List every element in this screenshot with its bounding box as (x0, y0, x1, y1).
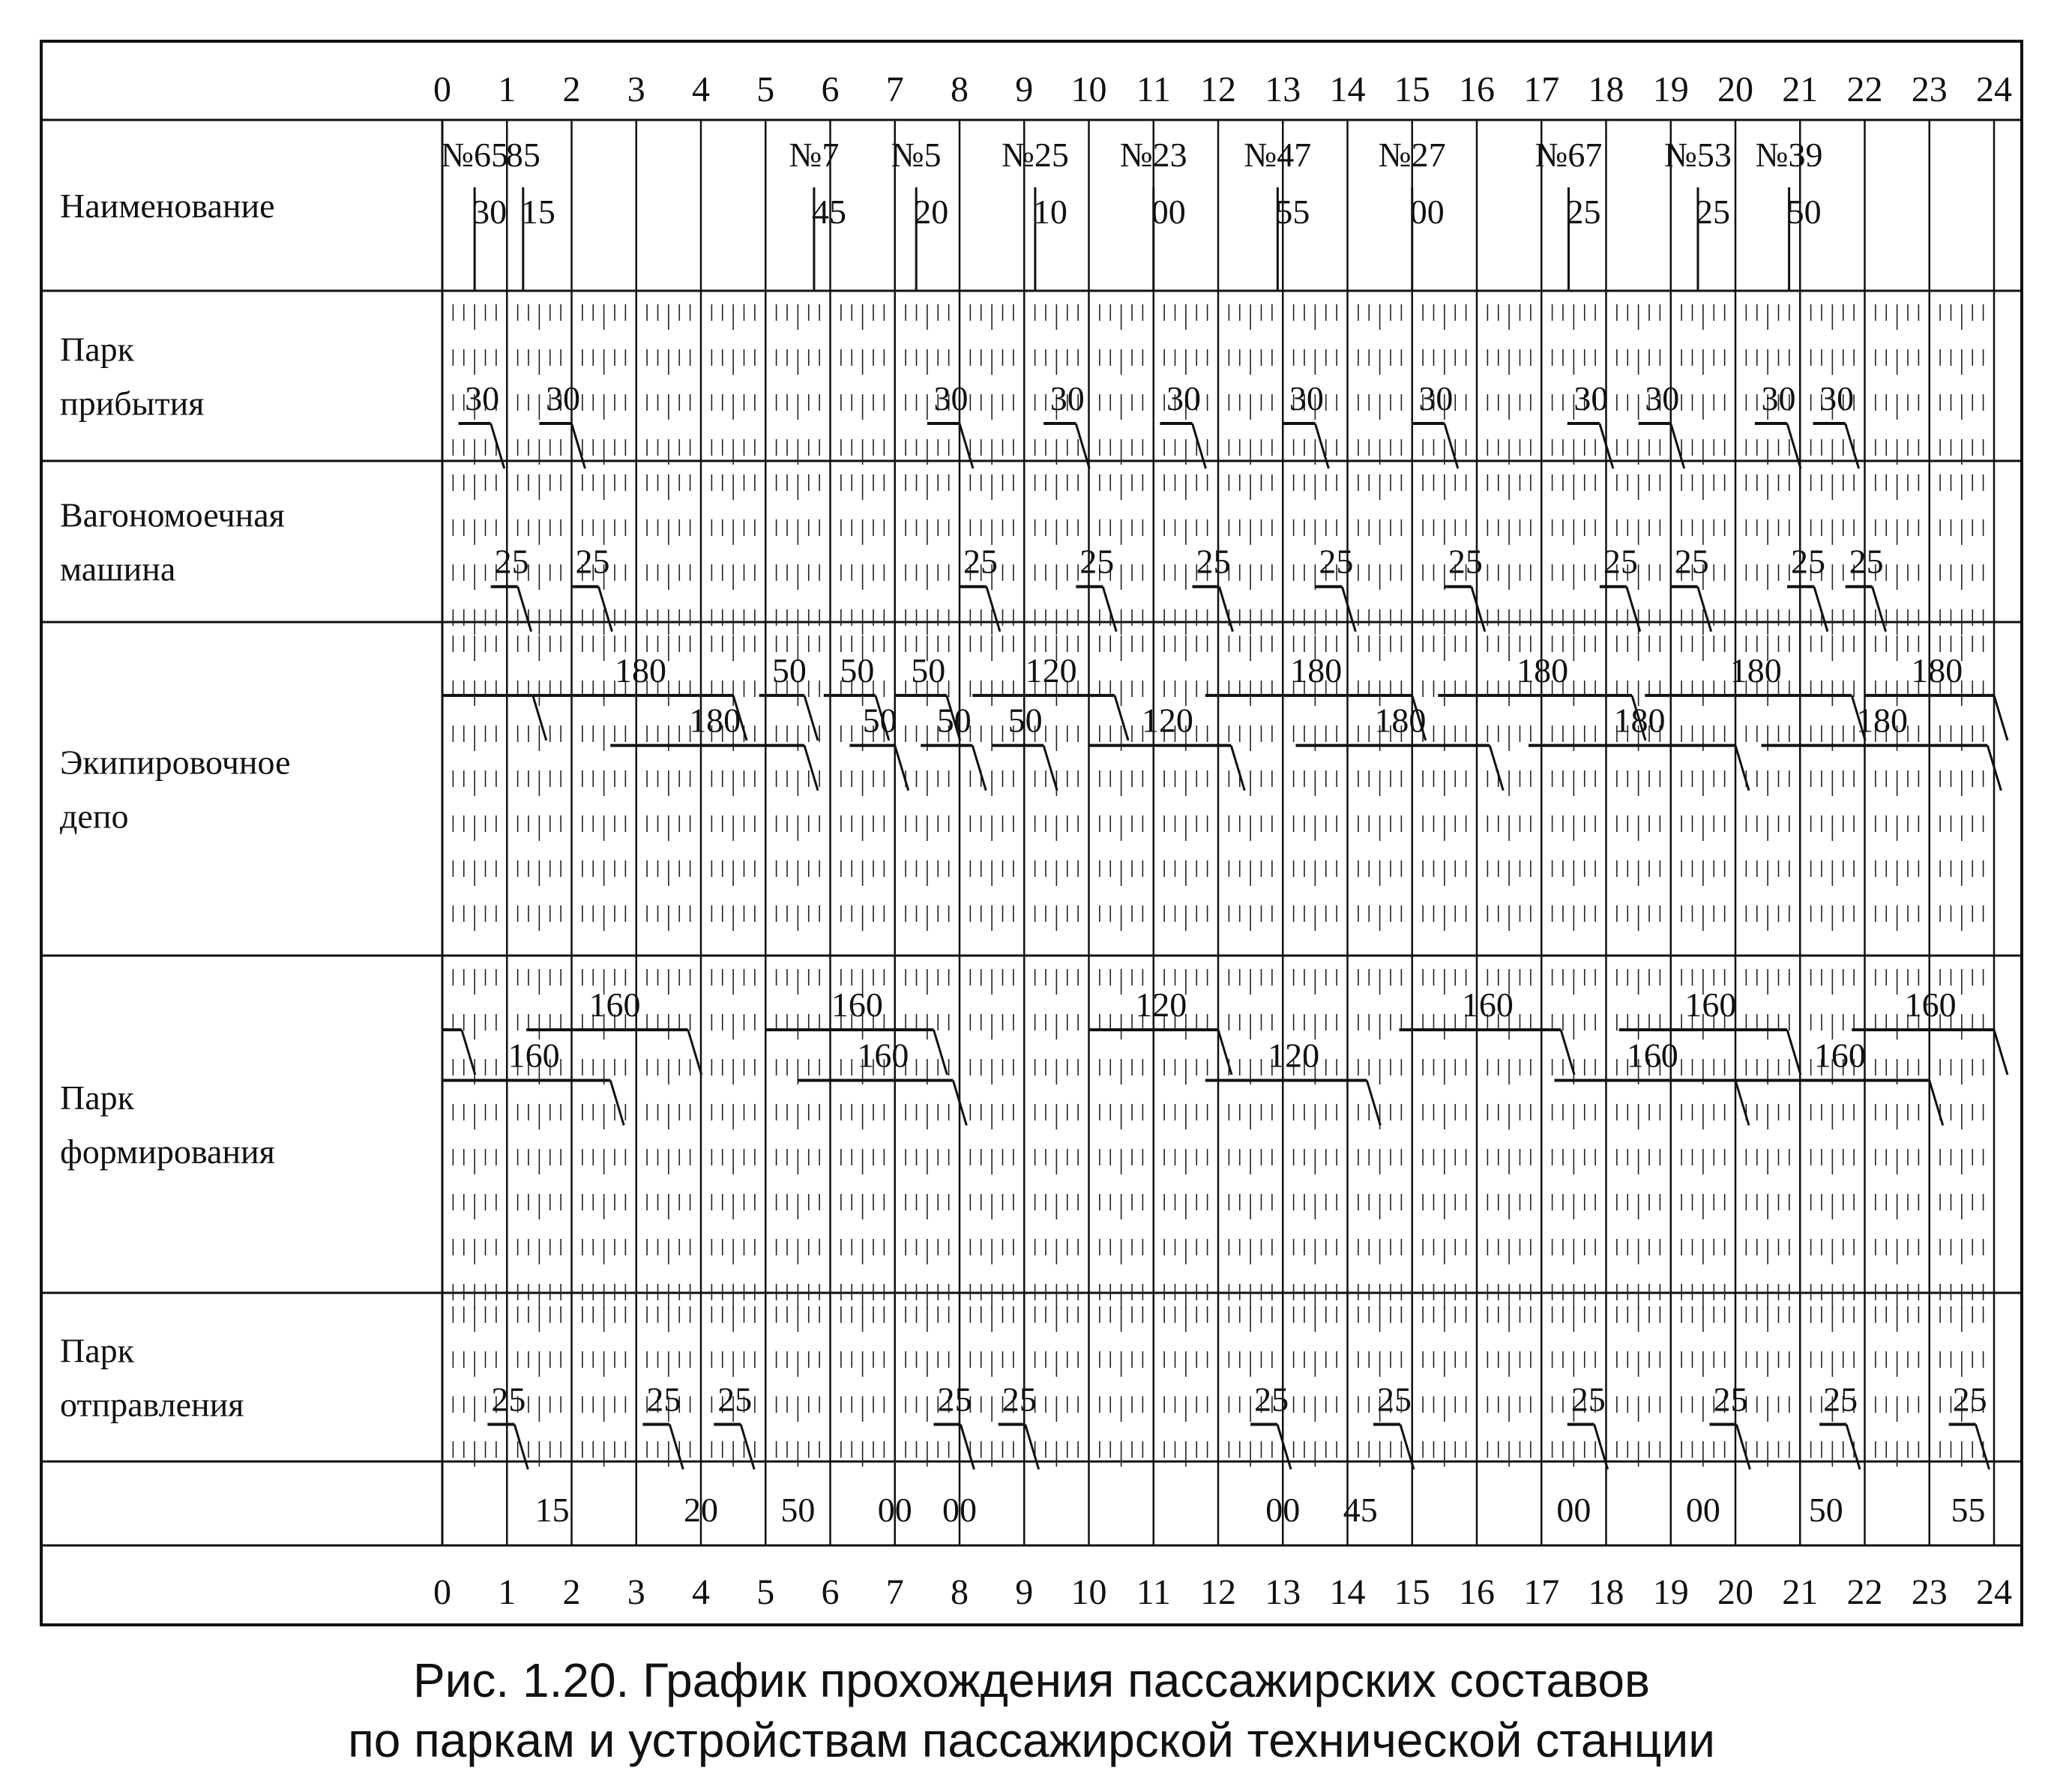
bottom-hour-label: 5 (756, 1572, 775, 1612)
train-number: №65 (441, 136, 509, 174)
duration-label: 30 (1645, 379, 1680, 418)
train-number: №25 (1001, 136, 1069, 174)
caption-line1: Рис. 1.20. График прохождения пассажирских составов (412, 1653, 1651, 1707)
duration-label: 180 (1374, 701, 1427, 740)
row-label-departure: отправления (60, 1385, 244, 1424)
duration-label: 25 (937, 1380, 972, 1419)
bottom-hour-label: 14 (1329, 1572, 1366, 1612)
transfer-line (1627, 587, 1640, 632)
top-hour-label: 23 (1911, 70, 1948, 109)
top-hour-label: 22 (1846, 70, 1883, 109)
duration-label: 25 (1790, 542, 1825, 581)
duration-label: 180 (1855, 701, 1908, 740)
duration-label: 25 (1952, 1380, 1987, 1419)
top-hour-label: 15 (1394, 70, 1430, 109)
transfer-line (1218, 1030, 1232, 1075)
departure-minutes: 00 (877, 1491, 912, 1529)
duration-label: 25 (1376, 1380, 1412, 1419)
duration-label: 25 (1849, 542, 1884, 581)
top-hour-label: 11 (1136, 70, 1171, 109)
top-hour-label: 0 (433, 70, 451, 109)
duration-label: 25 (1196, 542, 1231, 581)
train-number: №27 (1378, 136, 1446, 174)
transfer-line (598, 587, 612, 632)
row-label-depot: депо (60, 797, 129, 836)
duration-label: 180 (1729, 651, 1782, 690)
duration-label: 120 (1268, 1036, 1320, 1075)
top-hour-label: 21 (1782, 70, 1819, 109)
top-hour-label: 8 (951, 70, 969, 109)
train-arrival-minutes: 15 (520, 193, 555, 231)
top-hour-label: 16 (1459, 70, 1495, 109)
duration-label: 50 (936, 701, 972, 740)
duration-label: 30 (1049, 379, 1085, 418)
transfer-line (1873, 587, 1886, 632)
train-number: №67 (1535, 136, 1603, 174)
departure-minutes: 55 (1951, 1491, 1986, 1529)
transfer-line (1814, 587, 1828, 632)
top-hour-label: 7 (885, 70, 904, 109)
duration-label: 180 (1911, 651, 1963, 690)
duration-label: 50 (862, 701, 897, 740)
train-arrival-minutes: 20 (914, 193, 949, 231)
row-label-formation: формирования (60, 1132, 275, 1171)
duration-label: 30 (545, 379, 580, 418)
top-hour-label: 20 (1717, 70, 1753, 109)
bottom-hour-label: 20 (1717, 1572, 1753, 1612)
duration-label: 30 (1166, 379, 1201, 418)
departure-minutes: 15 (534, 1491, 570, 1529)
duration-label: 160 (857, 1036, 909, 1075)
duration-label: 30 (933, 379, 969, 418)
duration-label: 25 (1002, 1380, 1037, 1419)
row-label-wash: Вагономоечная (60, 495, 285, 534)
duration-label: 160 (1904, 986, 1957, 1024)
transfer-line (804, 746, 818, 791)
bottom-hour-label: 21 (1782, 1572, 1819, 1612)
duration-label: 25 (963, 542, 998, 581)
row-label-departure: Парк (60, 1331, 134, 1370)
bottom-hour-label: 15 (1394, 1572, 1430, 1612)
top-hour-label: 13 (1265, 70, 1301, 109)
duration-label: 25 (1254, 1380, 1289, 1419)
row-label-name: Наименование (60, 187, 275, 225)
transfer-line (1930, 1081, 1943, 1126)
transfer-line (1735, 1081, 1749, 1126)
bottom-hour-label: 1 (498, 1572, 516, 1612)
duration-label: 30 (465, 379, 500, 418)
top-hour-label: 4 (692, 70, 710, 109)
duration-label: 25 (491, 1380, 526, 1419)
row-label-depot: Экипировочное (60, 743, 291, 782)
bottom-hour-label: 16 (1459, 1572, 1495, 1612)
duration-label: 180 (1290, 651, 1343, 690)
duration-label: 120 (1135, 986, 1187, 1024)
transfer-line (972, 746, 986, 791)
transfer-line (895, 746, 909, 791)
bottom-hour-label: 9 (1015, 1572, 1034, 1612)
departure-minutes: 45 (1343, 1491, 1378, 1529)
duration-label: 180 (689, 701, 741, 740)
transfer-line (987, 587, 1000, 632)
duration-label: 25 (575, 542, 610, 581)
duration-label: 25 (1448, 542, 1483, 581)
duration-label: 25 (1319, 542, 1354, 581)
bottom-hour-label: 24 (1976, 1572, 2012, 1612)
bottom-hour-label: 18 (1588, 1572, 1624, 1612)
bottom-hour-label: 10 (1070, 1572, 1107, 1612)
duration-label: 30 (1761, 379, 1796, 418)
bottom-hour-label: 11 (1136, 1572, 1171, 1612)
train-arrival-minutes: 25 (1566, 193, 1601, 231)
transfer-line (1698, 587, 1711, 632)
duration-label: 160 (831, 986, 883, 1024)
caption-line2: по паркам и устройствам пассажирской технической станции (348, 1713, 1715, 1767)
top-hour-label: 10 (1070, 70, 1107, 109)
departure-minutes: 20 (684, 1491, 718, 1529)
duration-label: 180 (1613, 701, 1666, 740)
duration-label: 120 (1025, 651, 1077, 690)
departure-minutes: 00 (1556, 1491, 1591, 1529)
duration-label: 25 (1674, 542, 1709, 581)
departure-minutes: 00 (1685, 1491, 1720, 1529)
duration-label: 50 (1008, 701, 1043, 740)
duration-label: 30 (1289, 379, 1324, 418)
top-hour-label: 9 (1015, 70, 1034, 109)
top-hour-label: 19 (1652, 70, 1689, 109)
duration-label: 25 (494, 542, 529, 581)
transfer-line (1219, 587, 1232, 632)
duration-label: 120 (1141, 701, 1193, 740)
bottom-hour-label: 13 (1265, 1572, 1301, 1612)
train-arrival-minutes: 25 (1695, 193, 1730, 231)
duration-label: 25 (1603, 542, 1638, 581)
duration-label: 50 (911, 651, 946, 690)
bottom-hour-label: 22 (1846, 1572, 1883, 1612)
duration-label: 160 (1626, 1036, 1678, 1075)
train-number: №47 (1244, 136, 1312, 174)
top-hour-label: 14 (1329, 70, 1366, 109)
duration-label: 180 (1517, 651, 1569, 690)
bottom-hour-label: 17 (1523, 1572, 1560, 1612)
train-number: №23 (1119, 136, 1187, 174)
transfer-line (1735, 746, 1749, 791)
duration-label: 50 (840, 651, 875, 690)
bottom-hour-label: 12 (1200, 1572, 1236, 1612)
duration-label: 30 (1573, 379, 1609, 418)
train-arrival-minutes: 00 (1151, 193, 1186, 231)
top-hour-label: 18 (1588, 70, 1624, 109)
duration-label: 25 (1079, 542, 1115, 581)
duration-label: 30 (1418, 379, 1454, 418)
duration-label: 25 (646, 1380, 681, 1419)
transfer-line (1994, 696, 2008, 740)
train-arrival-minutes: 45 (811, 193, 846, 231)
departure-minutes: 50 (1808, 1491, 1843, 1529)
bottom-hour-label: 19 (1652, 1572, 1689, 1612)
train-arrival-minutes: 55 (1275, 193, 1310, 231)
top-hour-label: 17 (1523, 70, 1560, 109)
train-arrival-minutes: 30 (472, 193, 508, 231)
top-hour-label: 3 (627, 70, 645, 109)
bottom-hour-label: 2 (562, 1572, 581, 1612)
top-hour-label: 12 (1200, 70, 1236, 109)
top-hour-label: 6 (821, 70, 840, 109)
row-label-arrival: прибытия (60, 384, 205, 423)
duration-label: 160 (1461, 986, 1514, 1024)
train-number: №5 (891, 136, 942, 174)
transfer-line (1490, 746, 1503, 791)
duration-label: 160 (1813, 1036, 1866, 1075)
train-number: №7 (789, 136, 840, 174)
bottom-hour-label: 23 (1911, 1572, 1948, 1612)
train-arrival-minutes: 50 (1786, 193, 1822, 231)
train-arrival-minutes: 00 (1409, 193, 1445, 231)
transfer-line (610, 1081, 624, 1126)
departure-minutes: 50 (780, 1491, 816, 1529)
bottom-hour-label: 3 (627, 1572, 645, 1612)
bottom-hour-label: 4 (692, 1572, 710, 1612)
train-arrival-minutes: 10 (1032, 193, 1067, 231)
transfer-line (1103, 587, 1116, 632)
bottom-hour-label: 7 (885, 1572, 904, 1612)
duration-label: 50 (771, 651, 807, 690)
top-hour-label: 24 (1976, 70, 2012, 109)
row-label-arrival: Парк (60, 330, 134, 369)
duration-label: 25 (1713, 1380, 1748, 1419)
top-hour-label: 2 (562, 70, 581, 109)
duration-label: 30 (1819, 379, 1855, 418)
train-number: 85 (505, 136, 540, 174)
duration-label: 160 (588, 986, 641, 1024)
transfer-line (1472, 587, 1485, 632)
top-hour-label: 5 (756, 70, 775, 109)
top-hour-label: 1 (498, 70, 516, 109)
transfer-line (518, 587, 531, 632)
duration-label: 160 (1684, 986, 1737, 1024)
transfer-line (1342, 587, 1355, 632)
train-number: №39 (1755, 136, 1823, 174)
duration-label: 25 (1823, 1380, 1858, 1419)
transfer-line (804, 696, 818, 740)
row-label-formation: Парк (60, 1078, 134, 1117)
bottom-hour-label: 8 (951, 1572, 969, 1612)
transfer-line (1994, 1030, 2008, 1075)
duration-label: 180 (614, 651, 666, 690)
transfer-line (934, 1030, 948, 1075)
bottom-hour-label: 0 (433, 1572, 451, 1612)
duration-label: 160 (508, 1036, 560, 1075)
duration-label: 25 (717, 1380, 753, 1419)
transfer-line (1231, 746, 1244, 791)
departure-minutes: 00 (942, 1491, 977, 1529)
row-label-wash: машина (60, 549, 176, 588)
train-number: №53 (1664, 136, 1732, 174)
departure-minutes: 00 (1265, 1491, 1301, 1529)
bottom-hour-label: 6 (821, 1572, 840, 1612)
duration-label: 25 (1570, 1380, 1606, 1419)
